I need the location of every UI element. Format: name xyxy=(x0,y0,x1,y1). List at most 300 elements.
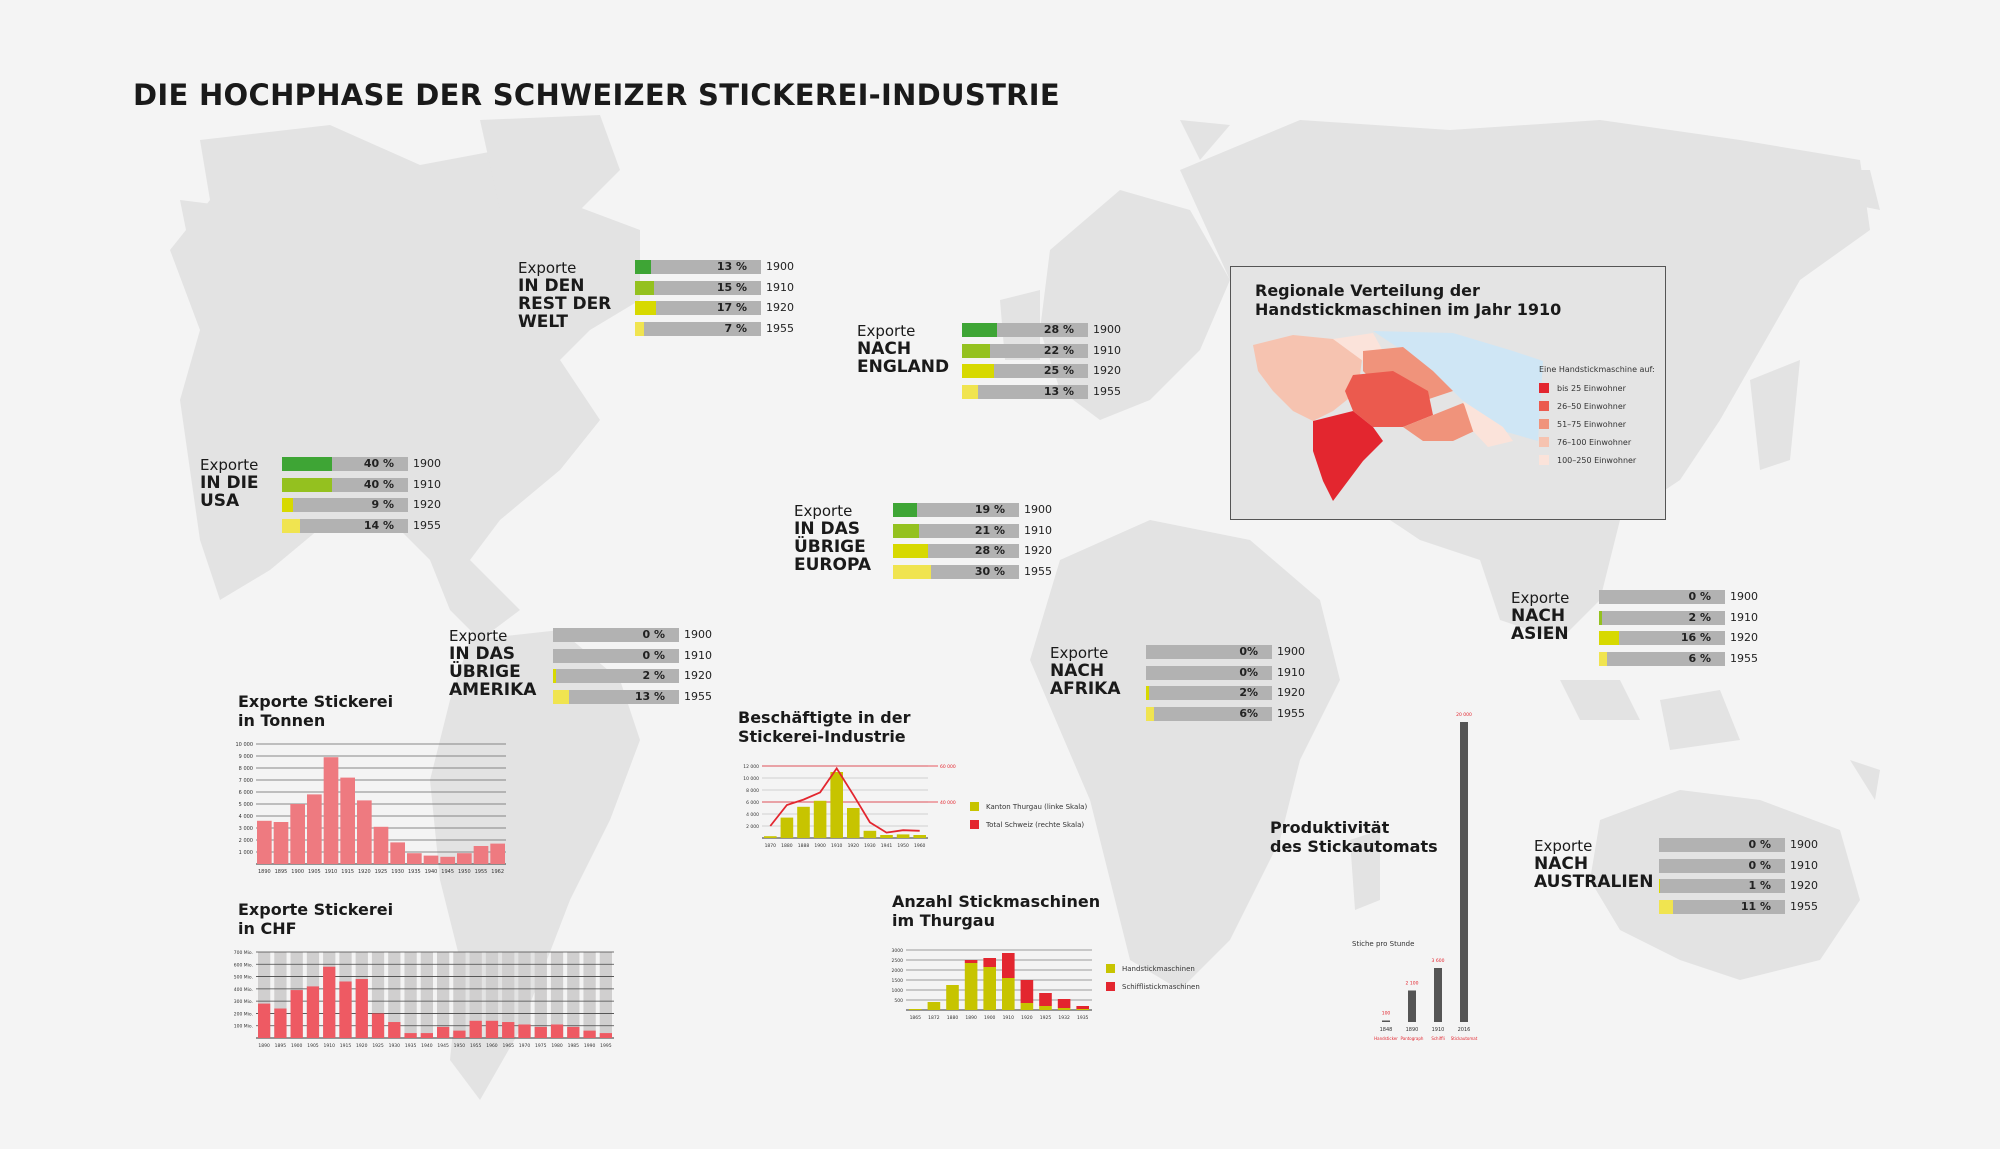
bar-year: 1900 xyxy=(1093,323,1121,336)
bar-percent: 21 % xyxy=(974,523,1005,537)
y-tick-label: 8 000 xyxy=(238,766,253,772)
chart-tonnen-title xyxy=(238,692,393,730)
x-tick-label: 1920 xyxy=(1021,1016,1033,1021)
bar-track xyxy=(282,478,408,492)
export-label-small: Exporte xyxy=(1534,837,1593,855)
bar-fill xyxy=(962,344,990,358)
bar xyxy=(583,1031,595,1038)
bar-fill xyxy=(282,478,332,492)
legend-label: 100–250 Einwohner xyxy=(1557,456,1637,465)
regional-legend-item xyxy=(1539,419,1659,431)
bar-background xyxy=(404,952,416,1038)
bar-percent: 40 % xyxy=(363,477,394,491)
bar xyxy=(339,981,351,1038)
bar-track xyxy=(1599,652,1725,666)
bar-background xyxy=(453,952,465,1038)
bar-track xyxy=(1659,900,1785,914)
bar-percent: 2 % xyxy=(1688,610,1711,624)
export-label-line-2: AFRIKA xyxy=(1050,679,1121,699)
x-sub-label: Schiffli xyxy=(1431,1036,1445,1041)
bar-year: 1920 xyxy=(1730,631,1758,644)
bar xyxy=(474,846,489,864)
regional-map-legend-title: Eine Handstickmaschine auf: xyxy=(1539,365,1655,374)
bar xyxy=(486,1021,498,1038)
bar-track xyxy=(553,690,679,704)
bar-year: 1900 xyxy=(766,260,794,273)
y-tick-label: 600 Mio. xyxy=(233,963,253,969)
legend-label: 76–100 Einwohner xyxy=(1557,438,1632,447)
bar-fill xyxy=(962,323,997,337)
x-tick-label: 1920 xyxy=(357,869,371,875)
bar xyxy=(424,856,439,864)
bar xyxy=(453,1031,465,1038)
bar-percent: 0 % xyxy=(1688,590,1711,603)
legend-swatch-thurgau xyxy=(970,802,979,811)
bar-track xyxy=(893,565,1019,579)
bar-fill xyxy=(635,260,651,274)
bar xyxy=(864,831,877,838)
bar-year: 1900 xyxy=(1730,590,1758,603)
export-label-rest xyxy=(518,260,638,331)
y-right-tick-label: 60 000 xyxy=(940,765,956,770)
chart-stickmaschinen-title xyxy=(892,892,1100,930)
x-tick-label: 1970 xyxy=(518,1044,531,1049)
y-tick-label: 300 Mio. xyxy=(233,1000,253,1006)
bar xyxy=(880,835,893,838)
x-tick-label: 1930 xyxy=(388,1044,401,1049)
bar-year: 1920 xyxy=(684,669,712,682)
bar-year: 1910 xyxy=(1093,343,1121,357)
y-tick-label: 4 000 xyxy=(238,814,253,820)
bar-fill xyxy=(635,301,656,315)
bar-value-label: 100 xyxy=(1381,1011,1391,1017)
y-tick-label: 10 000 xyxy=(235,742,253,748)
x-tick-label: 1910 xyxy=(323,1044,335,1049)
export-label-line-2: ÜBRIGE xyxy=(449,662,521,682)
bar xyxy=(847,808,860,838)
legend-swatch xyxy=(1539,455,1549,465)
bar-year: 1955 xyxy=(1730,651,1758,665)
bar-fill xyxy=(893,565,931,579)
y-tick-label: 1500 xyxy=(891,979,903,984)
bar-track xyxy=(1146,686,1272,700)
bar-year: 1910 xyxy=(1790,858,1818,872)
bar xyxy=(440,857,455,864)
chart-beschaeftigte-title xyxy=(738,708,911,746)
bar-year: 1920 xyxy=(766,301,794,314)
chart-stickmaschinen-title-line-1: Anzahl Stickmaschinen xyxy=(892,892,1101,911)
bar-track xyxy=(1599,590,1725,604)
x-tick-label: 1950 xyxy=(453,1044,466,1049)
export-label-line-2: ENGLAND xyxy=(857,357,950,377)
bar xyxy=(490,844,505,864)
bar-year: 1900 xyxy=(684,628,712,641)
bar xyxy=(356,979,368,1038)
chart-tonnen-title-line-2: in Tonnen xyxy=(238,711,326,730)
bar-schiffli xyxy=(1076,1006,1089,1009)
export-label-line-3: WELT xyxy=(518,312,568,332)
bar-percent: 11 % xyxy=(1740,899,1771,913)
bar-year: 1955 xyxy=(766,321,794,335)
bar-year: 1955 xyxy=(1277,706,1305,720)
bar-hand xyxy=(1058,1008,1071,1010)
bar xyxy=(1460,722,1468,1022)
regional-map-title xyxy=(1255,281,1561,319)
x-tick-label: 1895 xyxy=(274,1044,287,1049)
export-label-small: Exporte xyxy=(857,322,916,340)
bar-track xyxy=(553,669,679,683)
y-tick-label: 12 000 xyxy=(743,765,759,770)
bar-percent: 9 % xyxy=(371,498,394,511)
bar xyxy=(407,853,422,864)
export-label-line-2: ASIEN xyxy=(1511,624,1569,644)
x-tick-label: 1925 xyxy=(374,869,388,875)
bar-percent: 0% xyxy=(1239,665,1258,679)
x-tick-label: 1975 xyxy=(535,1044,547,1049)
bar-track xyxy=(1146,666,1272,680)
bar-year: 1955 xyxy=(1093,384,1121,398)
bar-track xyxy=(553,649,679,663)
export-label-line-1: IN DIE xyxy=(200,473,259,493)
x-tick-label: 1925 xyxy=(372,1044,384,1049)
bar-percent: 1 % xyxy=(1748,879,1771,892)
bar-percent: 15 % xyxy=(716,280,747,294)
y-tick-label: 1000 xyxy=(891,989,903,994)
x-tick-label: 1920 xyxy=(847,844,860,849)
bar-hand xyxy=(983,967,996,1010)
x-tick-label: 1932 xyxy=(1058,1016,1070,1021)
bar-percent: 0% xyxy=(1239,645,1258,658)
x-tick-label: 1965 xyxy=(502,1044,514,1049)
export-label-small: Exporte xyxy=(449,627,508,645)
bar xyxy=(797,807,810,838)
legend-swatch xyxy=(1539,419,1549,429)
bar-track xyxy=(1659,879,1785,893)
x-tick-label: 1880 xyxy=(946,1016,959,1021)
legend-swatch-hand xyxy=(1106,964,1115,973)
bar-hand xyxy=(1039,1006,1052,1010)
thurgau-region-map xyxy=(1253,331,1553,521)
x-sub-label: Pantograph xyxy=(1400,1036,1424,1041)
x-tick-label: 1985 xyxy=(567,1044,580,1049)
x-tick-label: 1955 xyxy=(474,869,488,875)
bar xyxy=(1434,968,1442,1022)
bar xyxy=(390,842,405,864)
x-tick-label: 1950 xyxy=(897,844,909,849)
chart-stickmaschinen-title-line-2: im Thurgau xyxy=(892,911,995,930)
x-tick-label: 1940 xyxy=(424,869,438,875)
bar xyxy=(535,1027,547,1038)
bar-year: 1910 xyxy=(1024,523,1052,537)
regional-legend-item xyxy=(1539,455,1659,467)
bar-track xyxy=(282,519,408,533)
bar-track xyxy=(1599,631,1725,645)
y-tick-label: 9 000 xyxy=(238,754,253,760)
bar xyxy=(457,853,472,864)
x-tick-label: 1890 xyxy=(1405,1027,1419,1033)
x-tick-label: 1910 xyxy=(1431,1027,1445,1033)
bar-schiffli xyxy=(1058,999,1071,1008)
y-tick-label: 700 Mio. xyxy=(233,951,253,956)
bar-percent: 19 % xyxy=(974,503,1005,516)
bar-fill xyxy=(893,544,928,558)
bar-schiffli xyxy=(965,960,978,963)
bar-track xyxy=(962,344,1088,358)
x-tick-label: 1995 xyxy=(600,1044,612,1049)
bar xyxy=(388,1022,400,1038)
x-tick-label: 1872 xyxy=(928,1016,940,1021)
bar-year: 1910 xyxy=(413,477,441,491)
chart-tonnen xyxy=(220,740,520,880)
x-tick-label: 1962 xyxy=(491,869,505,875)
export-label-line-2: USA xyxy=(200,491,240,511)
x-tick-label: 1990 xyxy=(583,1044,596,1049)
bar-hand xyxy=(909,1009,922,1010)
bar xyxy=(913,835,926,838)
y-tick-label: 6 000 xyxy=(746,801,759,806)
bar-percent: 2% xyxy=(1239,686,1258,699)
export-label-line-2: REST DER xyxy=(518,294,612,314)
x-tick-label: 1940 xyxy=(421,1044,433,1049)
bar-year: 1920 xyxy=(1790,879,1818,892)
y-tick-label: 4 000 xyxy=(746,813,759,818)
bar-year: 1910 xyxy=(684,648,712,662)
x-tick-label: 1848 xyxy=(1379,1027,1393,1033)
bar-fill xyxy=(553,690,569,704)
x-tick-label: 1941 xyxy=(880,844,893,849)
bar-hand xyxy=(1002,978,1015,1010)
bar-percent: 0 % xyxy=(1748,838,1771,851)
bar-track xyxy=(282,498,408,512)
legend-label: 51–75 Einwohner xyxy=(1557,420,1627,429)
bar xyxy=(814,801,827,838)
chart-chf xyxy=(210,948,620,1058)
bar xyxy=(404,1033,416,1038)
bar-schiffli xyxy=(983,958,996,967)
bar-percent: 22 % xyxy=(1043,343,1074,357)
bar-fill xyxy=(1659,900,1673,914)
legend-swatch-schweiz xyxy=(970,820,979,829)
legend-swatch-schiffli xyxy=(1106,982,1115,991)
x-tick-label: 1865 xyxy=(909,1016,922,1021)
bar-track xyxy=(635,281,761,295)
bar-percent: 13 % xyxy=(716,260,747,273)
bar-fill xyxy=(1599,611,1602,625)
regional-legend-item xyxy=(1539,383,1659,395)
bar xyxy=(1382,1021,1390,1023)
x-tick-label: 1945 xyxy=(441,869,455,875)
bar-fill xyxy=(893,524,919,538)
bar-percent: 6 % xyxy=(1688,651,1711,665)
bar-percent: 16 % xyxy=(1680,631,1711,644)
bar xyxy=(372,1013,384,1038)
bar-fill xyxy=(893,503,917,517)
bar-track xyxy=(635,322,761,336)
bar xyxy=(291,990,303,1038)
bar-track xyxy=(282,457,408,471)
export-label-small: Exporte xyxy=(1050,644,1109,662)
bar-background xyxy=(567,952,579,1038)
export-label-line-1: IN DAS xyxy=(449,644,515,664)
y-axis-label: Stiche pro Stunde xyxy=(1352,940,1415,948)
bar-track xyxy=(1659,859,1785,873)
bar-year: 1920 xyxy=(1024,544,1052,557)
bar-fill xyxy=(1146,707,1154,721)
x-tick-label: 1900 xyxy=(983,1016,996,1021)
legend-swatch xyxy=(1539,383,1549,393)
bar xyxy=(290,804,305,864)
bar-track xyxy=(962,323,1088,337)
x-tick-label: 1905 xyxy=(307,869,321,875)
x-sub-label: Handsticker xyxy=(1374,1036,1398,1041)
x-tick-label: 1935 xyxy=(407,869,421,875)
x-tick-label: 1915 xyxy=(339,1044,352,1049)
bar-hand xyxy=(946,985,959,1010)
bar-fill xyxy=(1599,631,1619,645)
x-tick-label: 1900 xyxy=(290,1044,303,1049)
y-tick-label: 500 xyxy=(894,999,903,1004)
bar xyxy=(830,772,843,838)
x-tick-label: 1960 xyxy=(913,844,926,849)
y-tick-label: 2500 xyxy=(891,959,903,964)
bar xyxy=(567,1027,579,1038)
bar-percent: 0 % xyxy=(642,628,665,641)
bar xyxy=(600,1033,612,1038)
x-tick-label: 1945 xyxy=(437,1044,449,1049)
chart-beschaeftigte xyxy=(732,758,1132,868)
bar-background xyxy=(421,952,433,1038)
bar-fill xyxy=(553,669,556,683)
bar-year: 1955 xyxy=(1790,899,1818,913)
bar-percent: 6% xyxy=(1239,706,1258,720)
bar-percent: 28 % xyxy=(974,544,1005,557)
x-tick-label: 1935 xyxy=(1076,1016,1089,1021)
y-tick-label: 100 Mio. xyxy=(233,1024,253,1030)
bar xyxy=(781,818,794,838)
export-label-australien xyxy=(1534,838,1654,891)
bar-fill xyxy=(282,519,300,533)
bar-fill xyxy=(635,281,654,295)
bar-schiffli xyxy=(1021,980,1034,1003)
chart-beschaeftigte-title-line-2: Stickerei-Industrie xyxy=(738,727,906,746)
x-tick-label: 1900 xyxy=(291,869,305,875)
bar-percent: 0 % xyxy=(1748,858,1771,872)
bar-track xyxy=(893,524,1019,538)
bar xyxy=(502,1022,514,1038)
bar xyxy=(1408,991,1416,1023)
bar-fill xyxy=(282,457,332,471)
bar xyxy=(551,1024,563,1038)
bar-fill xyxy=(1659,879,1660,893)
legend-label: bis 25 Einwohner xyxy=(1557,384,1626,393)
bar xyxy=(323,967,335,1038)
bar-hand xyxy=(1021,1003,1034,1010)
legend-label-thurgau: Kanton Thurgau (linke Skala) xyxy=(986,803,1088,811)
bar-background xyxy=(600,952,612,1038)
export-label-line-1: NACH xyxy=(1511,606,1566,626)
bar-percent: 2 % xyxy=(642,669,665,682)
bar-percent: 25 % xyxy=(1043,364,1074,377)
bar-track xyxy=(893,544,1019,558)
bar-fill xyxy=(962,385,978,399)
bar-hand xyxy=(965,963,978,1010)
y-tick-label: 2 000 xyxy=(238,838,253,844)
y-tick-label: 400 Mio. xyxy=(233,987,253,993)
export-label-line-3: AMERIKA xyxy=(449,680,537,700)
bar-track xyxy=(962,385,1088,399)
chart-stickmaschinen xyxy=(882,944,1222,1024)
bar-track xyxy=(635,260,761,274)
x-tick-label: 1890 xyxy=(258,1044,270,1049)
x-tick-label: 1925 xyxy=(1039,1016,1052,1021)
regional-map-panel xyxy=(1230,266,1666,520)
x-tick-label: 1930 xyxy=(864,844,876,849)
x-tick-label: 1910 xyxy=(1002,1016,1015,1021)
x-sub-label: Stickautomat xyxy=(1450,1036,1478,1041)
bar-percent: 30 % xyxy=(974,564,1005,578)
export-label-line-1: IN DEN xyxy=(518,276,585,296)
page-title: DIE HOCHPHASE DER SCHWEIZER STICKEREI-INDUSTRIE xyxy=(133,78,1060,112)
export-label-small: Exporte xyxy=(794,502,853,520)
bar xyxy=(274,822,289,864)
y-right-tick-label: 40 000 xyxy=(940,801,956,806)
x-tick-label: 1900 xyxy=(814,844,826,849)
x-tick-label: 1950 xyxy=(457,869,471,875)
bar xyxy=(324,757,339,864)
export-label-small: Exporte xyxy=(200,456,259,474)
y-tick-label: 3 000 xyxy=(238,826,253,832)
bar-percent: 14 % xyxy=(363,518,394,532)
bar-fill xyxy=(1146,686,1149,700)
bar-fill xyxy=(635,322,644,336)
bar-value-label: 3 600 xyxy=(1431,959,1445,964)
bar-year: 1900 xyxy=(1024,503,1052,516)
bar xyxy=(257,821,272,864)
y-tick-label: 7 000 xyxy=(238,778,253,784)
export-label-line-2: ÜBRIGE xyxy=(794,537,866,557)
legend-label: 26–50 Einwohner xyxy=(1557,402,1627,411)
x-tick-label: 1870 xyxy=(764,844,777,849)
bar xyxy=(897,834,910,838)
bar-track xyxy=(893,503,1019,517)
bar-track xyxy=(962,364,1088,378)
bar-year: 1955 xyxy=(684,689,712,703)
bar-background xyxy=(583,952,595,1038)
regional-legend-item xyxy=(1539,401,1659,413)
y-tick-label: 2000 xyxy=(891,969,903,974)
chart-chf-title-line-2: in CHF xyxy=(238,919,297,938)
bar-year: 1955 xyxy=(413,518,441,532)
y-tick-label: 5 000 xyxy=(238,802,253,808)
bar-track xyxy=(1146,707,1272,721)
export-label-line-1: NACH xyxy=(1534,854,1589,874)
bar xyxy=(307,794,322,864)
legend-swatch xyxy=(1539,401,1549,411)
bar-background xyxy=(437,952,449,1038)
export-label-line-3: EUROPA xyxy=(794,555,872,575)
bar-hand xyxy=(928,1002,941,1010)
chart-chf-title-line-1: Exporte Stickerei xyxy=(238,900,394,919)
y-tick-label: 200 Mio. xyxy=(233,1012,253,1018)
y-tick-label: 2 000 xyxy=(746,825,759,830)
x-tick-label: 1888 xyxy=(797,844,810,849)
x-tick-label: 1980 xyxy=(551,1044,563,1049)
export-label-line-1: NACH xyxy=(857,339,912,359)
x-tick-label: 1895 xyxy=(274,869,288,875)
regional-legend-item xyxy=(1539,437,1659,449)
bar-schiffli xyxy=(1039,993,1052,1006)
bar-track xyxy=(553,628,679,642)
